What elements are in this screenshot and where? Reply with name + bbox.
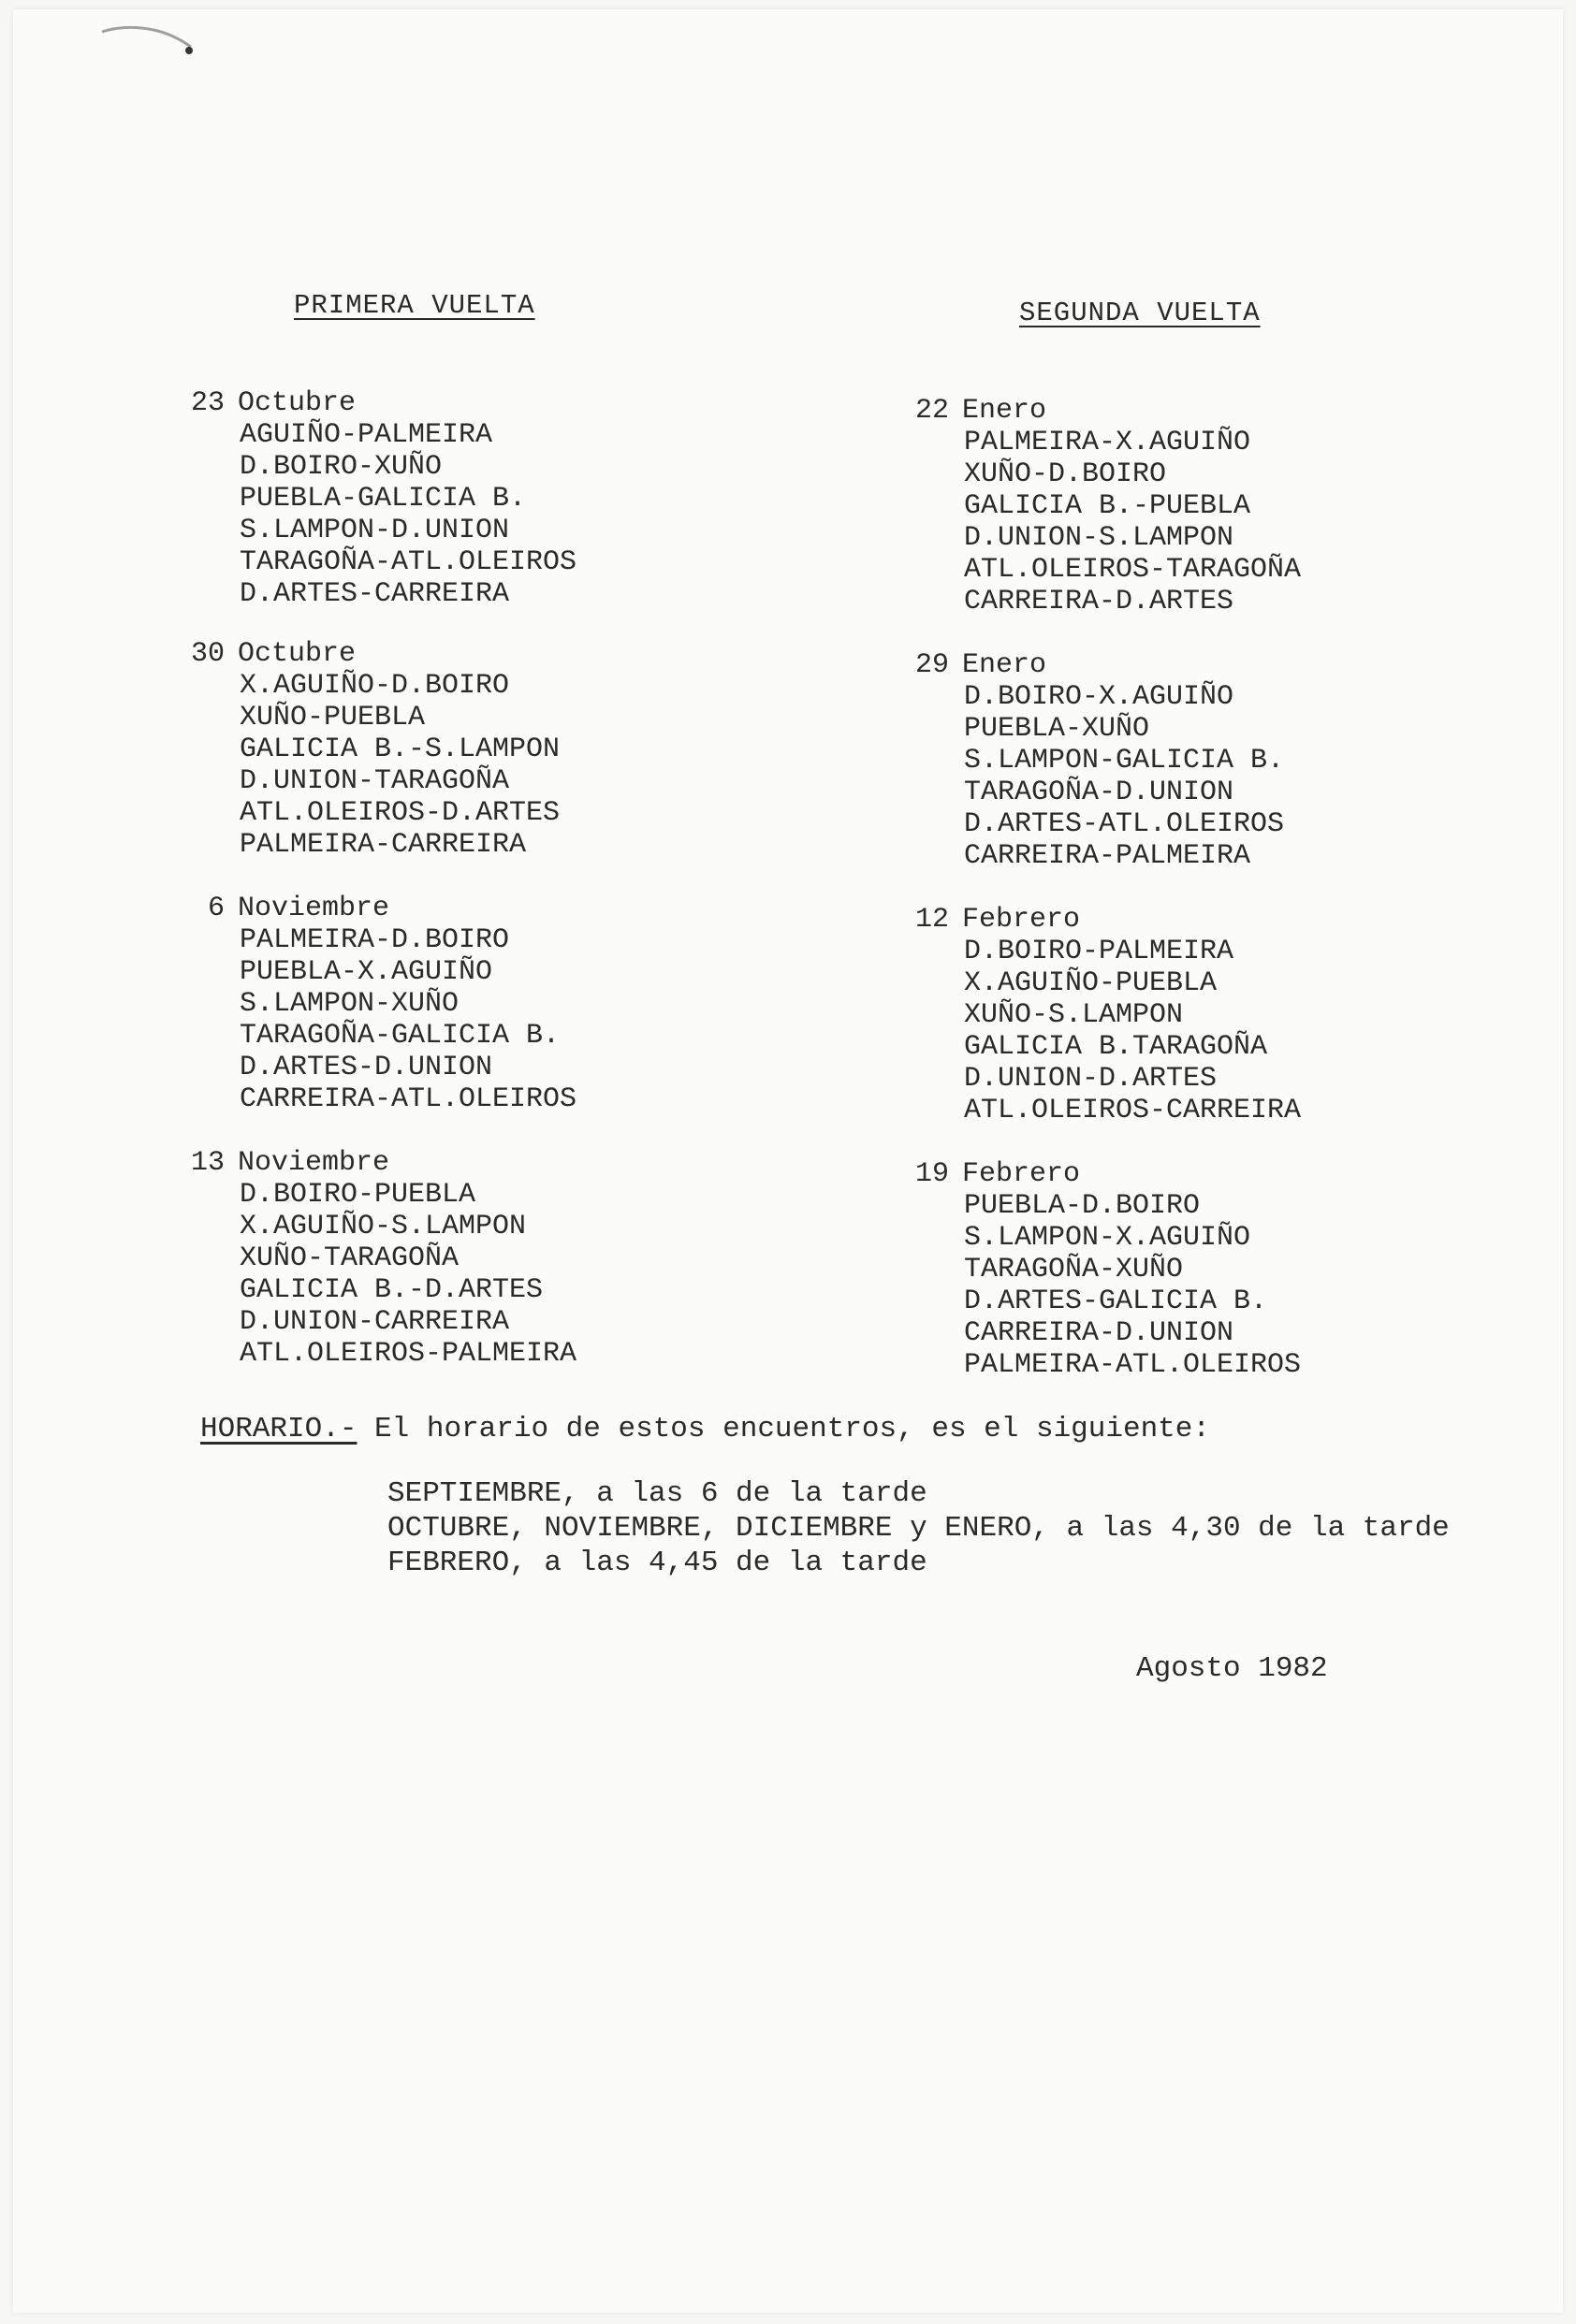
match: PALMEIRA-D.BOIRO xyxy=(240,924,510,956)
round-month: Febrero xyxy=(962,1158,1081,1190)
horario-label: HORARIO.- xyxy=(200,1413,358,1445)
round-month: Octubre xyxy=(238,638,357,670)
round-3-6-noviembre xyxy=(185,893,576,1115)
horario-text: El horario de estos encuentros, es el siguiente: xyxy=(374,1413,1210,1445)
round-day: 23 xyxy=(190,387,225,419)
match: ATL.OLEIROS-PALMEIRA xyxy=(240,1338,577,1370)
match: ATL.OLEIROS-CARREIRA xyxy=(964,1095,1302,1126)
round-day: 6 xyxy=(207,893,225,924)
match: S.LAMPON-D.UNION xyxy=(240,515,510,546)
match: S.LAMPON-XUÑO xyxy=(240,988,460,1020)
match: PUEBLA-X.AGUIÑO xyxy=(240,956,493,988)
match: PUEBLA-D.BOIRO xyxy=(964,1190,1201,1222)
round-5-22-enero xyxy=(910,395,1301,617)
match: D.ARTES-D.UNION xyxy=(240,1052,493,1083)
match-list xyxy=(240,419,576,610)
match: PALMEIRA-ATL.OLEIROS xyxy=(964,1349,1302,1381)
match: D.ARTES-GALICIA B. xyxy=(964,1285,1268,1317)
round-date xyxy=(185,893,576,924)
match: PUEBLA-XUÑO xyxy=(964,713,1150,745)
round-month: Octubre xyxy=(238,387,357,419)
match-list xyxy=(964,1190,1301,1381)
document-date: Agosto 1982 xyxy=(1136,1652,1328,1685)
horario-paragraph xyxy=(200,1413,1210,1445)
match: TARAGOÑA-ATL.OLEIROS xyxy=(240,546,577,578)
match: D.UNION-CARREIRA xyxy=(240,1306,510,1338)
match: X.AGUIÑO-S.LAMPON xyxy=(240,1211,527,1242)
round-6-29-enero xyxy=(910,649,1284,872)
match: X.AGUIÑO-D.BOIRO xyxy=(240,670,510,702)
match-list xyxy=(964,427,1301,617)
match: XUÑO-PUEBLA xyxy=(240,702,426,734)
round-month: Noviembre xyxy=(238,893,390,924)
horario-schedule xyxy=(387,1476,1450,1580)
match: D.BOIRO-PUEBLA xyxy=(240,1179,476,1211)
match: ATL.OLEIROS-TARAGOÑA xyxy=(964,554,1302,586)
match: CARREIRA-D.ARTES xyxy=(964,586,1234,617)
match: PALMEIRA-CARREIRA xyxy=(240,829,527,861)
match: GALICIA B.TARAGOÑA xyxy=(964,1031,1268,1063)
match: ATL.OLEIROS-D.ARTES xyxy=(240,797,561,829)
match: D.BOIRO-PALMEIRA xyxy=(964,936,1234,967)
round-day: 13 xyxy=(190,1147,225,1179)
round-date xyxy=(910,1158,1301,1190)
round-date xyxy=(185,1147,576,1179)
round-4-13-noviembre xyxy=(185,1147,576,1370)
match: D.BOIRO-XUÑO xyxy=(240,451,443,483)
match-list xyxy=(964,681,1284,872)
match: D.ARTES-ATL.OLEIROS xyxy=(964,808,1285,840)
match: GALICIA B.-S.LAMPON xyxy=(240,734,561,765)
match: TARAGOÑA-GALICIA B. xyxy=(240,1020,561,1052)
horario-line: OCTUBRE, NOVIEMBRE, DICIEMBRE y ENERO, a las 4,30 de la tarde xyxy=(387,1512,1450,1545)
match-list xyxy=(240,670,560,861)
match: PALMEIRA-X.AGUIÑO xyxy=(964,427,1251,458)
match: CARREIRA-ATL.OLEIROS xyxy=(240,1083,577,1115)
match-list xyxy=(240,1179,576,1370)
match: TARAGOÑA-XUÑO xyxy=(964,1254,1184,1285)
round-day: 29 xyxy=(914,649,949,681)
round-day: 19 xyxy=(914,1158,949,1190)
round-day: 12 xyxy=(914,904,949,936)
match: XUÑO-TARAGOÑA xyxy=(240,1242,460,1274)
heading-segunda-vuelta: SEGUNDA VUELTA xyxy=(1019,298,1261,328)
match: XUÑO-D.BOIRO xyxy=(964,458,1167,490)
round-date xyxy=(910,395,1301,427)
round-2-30-octubre xyxy=(185,638,560,861)
round-7-12-febrero xyxy=(910,904,1301,1126)
round-8-19-febrero xyxy=(910,1158,1301,1381)
horario-line: FEBRERO, a las 4,45 de la tarde xyxy=(387,1547,927,1579)
round-date xyxy=(910,904,1301,936)
document-page xyxy=(13,9,1563,2313)
match-list xyxy=(964,936,1301,1126)
match: D.BOIRO-X.AGUIÑO xyxy=(964,681,1234,713)
heading-primera-vuelta: PRIMERA VUELTA xyxy=(294,290,535,321)
match: XUÑO-S.LAMPON xyxy=(964,999,1184,1031)
round-day: 30 xyxy=(190,638,225,670)
match: S.LAMPON-GALICIA B. xyxy=(964,745,1285,777)
round-month: Noviembre xyxy=(238,1147,390,1179)
round-month: Enero xyxy=(962,649,1047,681)
match: D.ARTES-CARREIRA xyxy=(240,578,510,610)
match: CARREIRA-D.UNION xyxy=(964,1317,1234,1349)
match: GALICIA B.-PUEBLA xyxy=(964,490,1251,522)
match: D.UNION-D.ARTES xyxy=(964,1063,1218,1095)
match: AGUIÑO-PALMEIRA xyxy=(240,419,493,451)
round-date xyxy=(910,649,1284,681)
match: GALICIA B.-D.ARTES xyxy=(240,1274,544,1306)
match-list xyxy=(240,924,576,1115)
match: PUEBLA-GALICIA B. xyxy=(240,483,527,515)
horario-line: SEPTIEMBRE, a las 6 de la tarde xyxy=(387,1477,927,1510)
round-month: Febrero xyxy=(962,904,1081,936)
paper-smudge xyxy=(97,21,200,58)
round-date xyxy=(185,387,576,419)
round-1-23-octubre xyxy=(185,387,576,610)
match: S.LAMPON-X.AGUIÑO xyxy=(964,1222,1251,1254)
match: CARREIRA-PALMEIRA xyxy=(964,840,1251,872)
round-day: 22 xyxy=(914,395,949,427)
round-date xyxy=(185,638,560,670)
match: X.AGUIÑO-PUEBLA xyxy=(964,967,1218,999)
match: TARAGOÑA-D.UNION xyxy=(964,777,1234,808)
match: D.UNION-TARAGOÑA xyxy=(240,765,510,797)
round-month: Enero xyxy=(962,395,1047,427)
match: D.UNION-S.LAMPON xyxy=(964,522,1234,554)
